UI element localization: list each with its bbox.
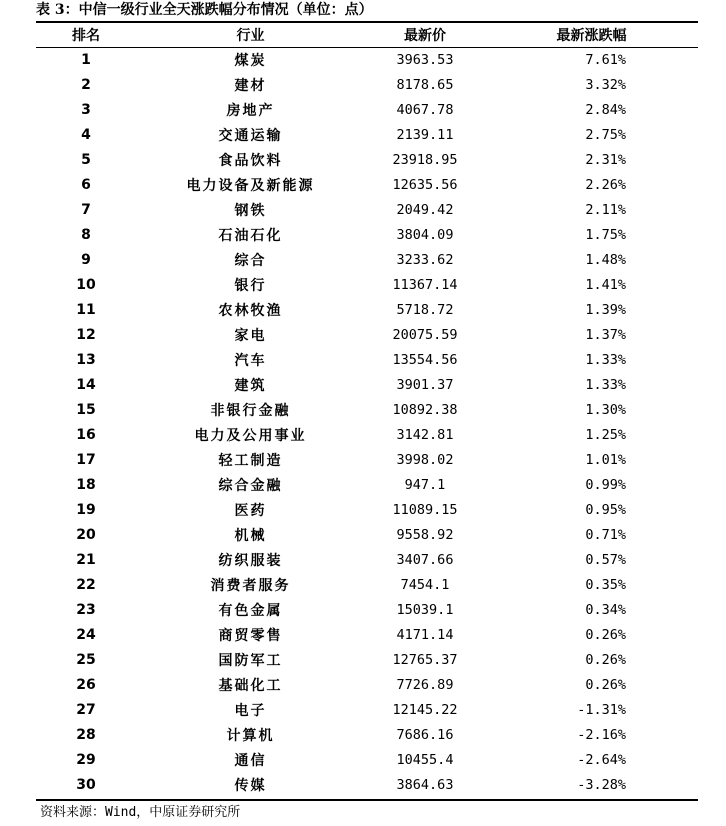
table-row [36, 397, 698, 422]
table-row [36, 622, 698, 647]
cell-price: 3901.37 [396, 376, 454, 393]
cell-change: 0.35% [585, 576, 626, 593]
cell-price: 23918.95 [392, 151, 458, 168]
cell-industry: 房地产 [226, 102, 275, 119]
col-header-industry: 行业 [236, 28, 265, 44]
cell-rank: 24 [76, 626, 96, 643]
cell-rank: 5 [81, 151, 91, 168]
cell-price: 9558.92 [396, 526, 454, 543]
table-row [36, 172, 698, 197]
cell-rank: 17 [76, 451, 96, 468]
cell-price: 3864.63 [396, 776, 454, 793]
cell-price: 7726.89 [396, 676, 454, 693]
cell-rank: 9 [81, 251, 91, 268]
cell-rank: 7 [81, 201, 91, 218]
col-header-price: 最新价 [404, 28, 446, 44]
cell-industry: 交通运输 [218, 127, 283, 144]
cell-industry: 有色金属 [218, 602, 283, 619]
cell-rank: 26 [76, 676, 96, 693]
cell-industry: 通信 [234, 752, 267, 769]
cell-change: -2.16% [577, 726, 626, 743]
cell-rank: 11 [76, 301, 96, 318]
cell-price: 12145.22 [392, 701, 458, 718]
cell-change: 1.25% [585, 426, 626, 443]
cell-rank: 15 [76, 401, 96, 418]
cell-industry: 钢铁 [234, 202, 267, 219]
cell-change: -3.28% [577, 776, 626, 793]
cell-price: 3142.81 [396, 426, 454, 443]
cell-rank: 4 [81, 126, 91, 143]
table-row [36, 747, 698, 772]
table-row [36, 497, 698, 522]
cell-industry: 轻工制造 [218, 452, 283, 469]
cell-industry: 石油石化 [218, 227, 283, 244]
cell-rank: 2 [81, 76, 91, 93]
col-header-rank: 排名 [72, 28, 100, 44]
cell-change: -1.31% [577, 701, 626, 718]
bottom-rule [36, 799, 698, 801]
cell-industry: 汽车 [234, 352, 267, 369]
cell-rank: 8 [81, 226, 91, 243]
cell-price: 3233.62 [396, 251, 454, 268]
industry-change-table [36, 23, 698, 797]
cell-industry: 消费者服务 [210, 577, 291, 594]
cell-change: 0.99% [585, 476, 626, 493]
cell-industry: 商贸零售 [218, 627, 283, 644]
cell-change: 1.30% [585, 401, 626, 418]
cell-industry: 电子 [234, 702, 267, 719]
cell-change: 1.75% [585, 226, 626, 243]
cell-change: 0.26% [585, 676, 626, 693]
cell-change: 1.33% [585, 351, 626, 368]
table-row [36, 447, 698, 472]
cell-change: 1.48% [585, 251, 626, 268]
cell-price: 2139.11 [396, 126, 454, 143]
table-row [36, 772, 698, 797]
cell-rank: 27 [76, 701, 96, 718]
cell-price: 5718.72 [396, 301, 454, 318]
cell-change: 7.61% [585, 51, 626, 68]
cell-rank: 30 [76, 776, 96, 793]
cell-industry: 综合金融 [218, 477, 283, 494]
cell-industry: 农林牧渔 [218, 302, 283, 319]
table-row [36, 547, 698, 572]
cell-rank: 25 [76, 651, 96, 668]
cell-price: 7686.16 [396, 726, 454, 743]
cell-change: 2.26% [585, 176, 626, 193]
cell-industry: 煤炭 [234, 52, 267, 69]
cell-industry: 医药 [234, 502, 267, 519]
cell-rank: 1 [81, 51, 91, 68]
table-row [36, 572, 698, 597]
cell-industry: 纺织服装 [218, 552, 283, 569]
cell-rank: 13 [76, 351, 96, 368]
cell-price: 12765.37 [392, 651, 458, 668]
cell-rank: 6 [81, 176, 91, 193]
cell-change: 0.26% [585, 626, 626, 643]
cell-change: 0.57% [585, 551, 626, 568]
cell-price: 15039.1 [396, 601, 454, 618]
cell-change: -2.64% [577, 751, 626, 768]
table-row [36, 72, 698, 97]
cell-price: 10455.4 [396, 751, 454, 768]
cell-change: 1.37% [585, 326, 626, 343]
cell-price: 947.1 [404, 476, 446, 493]
table-row [36, 347, 698, 372]
table-row [36, 222, 698, 247]
table-row [36, 122, 698, 147]
table-row [36, 522, 698, 547]
cell-price: 8178.65 [396, 76, 454, 93]
cell-industry: 电力设备及新能源 [186, 177, 315, 194]
cell-price: 4067.78 [396, 101, 454, 118]
cell-industry: 计算机 [226, 727, 275, 744]
cell-rank: 10 [76, 276, 96, 293]
cell-rank: 22 [76, 576, 96, 593]
cell-rank: 18 [76, 476, 96, 493]
cell-change: 1.41% [585, 276, 626, 293]
source-note: 资料来源：Wind，中原证券研究所 [40, 805, 241, 820]
cell-industry: 非银行金融 [210, 402, 291, 419]
cell-price: 2049.42 [396, 201, 454, 218]
table-row [36, 97, 698, 122]
table-row [36, 247, 698, 272]
cell-price: 11089.15 [392, 501, 458, 518]
cell-industry: 食品饮料 [218, 152, 283, 169]
col-header-change: 最新涨跌幅 [556, 28, 627, 44]
cell-industry: 综合 [234, 252, 267, 269]
cell-industry: 电力及公用事业 [194, 427, 307, 444]
table-row [36, 647, 698, 672]
cell-change: 2.31% [585, 151, 626, 168]
table-row [36, 597, 698, 622]
cell-price: 13554.56 [392, 351, 458, 368]
table-row [36, 47, 698, 72]
cell-industry: 基础化工 [218, 677, 283, 694]
cell-change: 1.33% [585, 376, 626, 393]
table-row [36, 697, 698, 722]
cell-rank: 28 [76, 726, 96, 743]
table-row [36, 422, 698, 447]
cell-change: 1.01% [585, 451, 626, 468]
cell-rank: 14 [76, 376, 96, 393]
cell-rank: 12 [76, 326, 96, 343]
cell-change: 0.34% [585, 601, 626, 618]
table-row [36, 672, 698, 697]
table-row [36, 722, 698, 747]
cell-price: 3963.53 [396, 51, 454, 68]
cell-industry: 建筑 [234, 377, 267, 394]
cell-rank: 3 [81, 101, 91, 118]
cell-industry: 建材 [234, 77, 267, 94]
table-header-row [36, 23, 698, 47]
cell-change: 3.32% [585, 76, 626, 93]
table-row [36, 322, 698, 347]
cell-price: 11367.14 [392, 276, 458, 293]
cell-change: 0.71% [585, 526, 626, 543]
cell-change: 2.84% [585, 101, 626, 118]
cell-industry: 国防军工 [218, 652, 283, 669]
cell-industry: 银行 [234, 277, 267, 294]
table-row [36, 272, 698, 297]
cell-price: 3407.66 [396, 551, 454, 568]
cell-industry: 传媒 [234, 777, 267, 794]
cell-change: 0.95% [585, 501, 626, 518]
table-body [36, 47, 698, 797]
cell-industry: 家电 [234, 327, 267, 344]
cell-price: 7454.1 [400, 576, 450, 593]
cell-industry: 机械 [234, 527, 267, 544]
table-row [36, 197, 698, 222]
table-row [36, 472, 698, 497]
cell-rank: 29 [76, 751, 96, 768]
cell-change: 0.26% [585, 651, 626, 668]
cell-price: 4171.14 [396, 626, 454, 643]
cell-rank: 21 [76, 551, 96, 568]
cell-price: 10892.38 [392, 401, 458, 418]
cell-price: 20075.59 [392, 326, 458, 343]
cell-change: 2.75% [585, 126, 626, 143]
cell-change: 1.39% [585, 301, 626, 318]
cell-price: 3998.02 [396, 451, 454, 468]
table-title: 表 3：中信一级行业全天涨跌幅分布情况（单位：点） [36, 2, 373, 18]
table-row [36, 297, 698, 322]
cell-price: 3804.09 [396, 226, 454, 243]
cell-rank: 19 [76, 501, 96, 518]
cell-rank: 20 [76, 526, 96, 543]
cell-rank: 16 [76, 426, 96, 443]
cell-price: 12635.56 [392, 176, 458, 193]
cell-change: 2.11% [585, 201, 626, 218]
table-row [36, 372, 698, 397]
table-row [36, 147, 698, 172]
cell-rank: 23 [76, 601, 96, 618]
